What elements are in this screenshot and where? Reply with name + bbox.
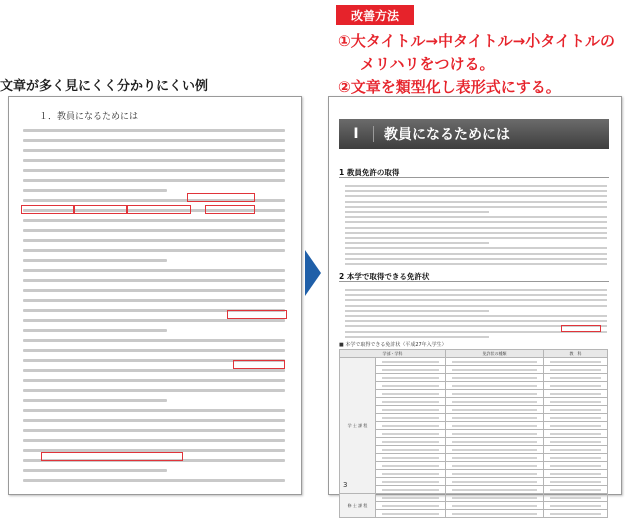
text-line <box>345 299 607 301</box>
table-cell <box>376 438 446 446</box>
table-cell <box>446 510 544 518</box>
table-cell <box>446 462 544 470</box>
table-cell <box>376 382 446 390</box>
text-line <box>23 179 285 182</box>
table-cell <box>376 486 446 494</box>
highlight-box <box>187 193 255 202</box>
text-line <box>345 305 607 307</box>
table-row <box>340 510 608 518</box>
table-cell <box>376 358 446 366</box>
chapter-header <box>339 119 609 149</box>
text-line <box>23 269 285 272</box>
table-cell <box>544 390 608 398</box>
table-row <box>340 422 608 430</box>
table-header-cell: 学部・学科 <box>340 350 446 358</box>
text-line <box>23 439 285 442</box>
table-cell <box>446 382 544 390</box>
table-cell <box>446 374 544 382</box>
highlight-box <box>227 310 287 319</box>
chapter-number: I <box>339 126 374 142</box>
table-cell <box>376 446 446 454</box>
table-cell <box>446 358 544 366</box>
table-cell <box>544 366 608 374</box>
table-row <box>340 414 608 422</box>
text-line <box>23 129 285 132</box>
text-line <box>345 258 607 260</box>
table-row <box>340 462 608 470</box>
table-cell <box>544 470 608 478</box>
table-row <box>340 478 608 486</box>
text-line <box>345 201 607 203</box>
text-line <box>23 399 167 402</box>
page-number: 3 <box>343 481 348 489</box>
table-header-cell: 教 科 <box>544 350 608 358</box>
text-line <box>345 242 489 244</box>
table-cell <box>376 398 446 406</box>
table-cell <box>446 422 544 430</box>
improvement-point-1: ①大タイトル→中タイトル→小タイトルの <box>338 32 615 50</box>
text-line <box>23 419 285 422</box>
table-cell <box>376 494 446 502</box>
text-line <box>345 232 607 234</box>
text-line <box>23 159 285 162</box>
text-line <box>23 289 285 292</box>
text-line <box>23 219 285 222</box>
text-line <box>345 185 607 187</box>
text-line <box>345 190 607 192</box>
text-line <box>23 409 285 412</box>
highlight-box <box>21 205 75 214</box>
table-cell <box>446 470 544 478</box>
section-divider <box>339 177 609 178</box>
text-line <box>23 379 285 382</box>
text-line <box>345 237 607 239</box>
table-cell <box>446 502 544 510</box>
text-line <box>23 149 285 152</box>
table-cell <box>376 406 446 414</box>
text-line <box>345 247 607 249</box>
text-line <box>345 310 489 312</box>
table-cell <box>446 366 544 374</box>
table-cell <box>446 406 544 414</box>
faculty-group-cell: 学 士 課 程 <box>340 358 376 494</box>
text-line <box>345 294 607 296</box>
improvement-point-2: ②文章を類型化し表形式にする。 <box>338 78 561 96</box>
text-line <box>23 139 285 142</box>
table-cell <box>544 486 608 494</box>
table-header-row <box>340 350 608 358</box>
bad-example-caption: 文章が多く見にくく分かりにくい例 <box>0 79 209 94</box>
table-row <box>340 366 608 374</box>
text-line <box>23 259 167 262</box>
text-line <box>23 299 285 302</box>
text-line <box>345 253 607 255</box>
table-cell <box>544 382 608 390</box>
improvement-badge: 改善方法 <box>336 5 414 25</box>
table-cell <box>544 446 608 454</box>
improvement-point-1-continued: メリハリをつける。 <box>360 55 495 73</box>
table-row <box>340 470 608 478</box>
arrow-right-icon <box>303 250 323 296</box>
table-cell <box>376 478 446 486</box>
table-row <box>340 358 608 366</box>
highlight-box <box>561 325 601 332</box>
table-cell <box>376 502 446 510</box>
text-line <box>23 319 285 322</box>
table-cell <box>446 414 544 422</box>
table-row <box>340 494 608 502</box>
text-line <box>23 429 285 432</box>
table-cell <box>544 406 608 414</box>
table-row <box>340 454 608 462</box>
text-line <box>345 211 489 213</box>
highlight-box <box>205 205 255 214</box>
table-cell <box>544 494 608 502</box>
table-cell <box>544 422 608 430</box>
table-row <box>340 398 608 406</box>
text-line <box>23 349 285 352</box>
highlight-box <box>73 205 127 214</box>
chapter-title: 教員になるためには <box>384 127 510 143</box>
table-cell <box>544 454 608 462</box>
table-row <box>340 438 608 446</box>
highlight-box <box>233 360 285 369</box>
text-line <box>23 329 167 332</box>
text-line <box>345 263 607 265</box>
table-row <box>340 382 608 390</box>
table-row <box>340 406 608 414</box>
table-cell <box>376 470 446 478</box>
table-cell <box>544 462 608 470</box>
license-table <box>339 349 608 518</box>
table-cell <box>446 398 544 406</box>
table-cell <box>446 454 544 462</box>
table-cell <box>544 358 608 366</box>
table-cell <box>376 430 446 438</box>
license-table-title: ■ 本学で取得できる免許状（平成27年入学生） <box>339 342 447 348</box>
before-page-title: １．教員になるためには <box>39 112 139 122</box>
table-cell <box>544 510 608 518</box>
text-line <box>345 216 607 218</box>
after-page-thumbnail <box>328 96 622 508</box>
table-cell <box>376 390 446 398</box>
text-line <box>23 229 285 232</box>
text-line <box>23 189 167 192</box>
table-row <box>340 430 608 438</box>
section-heading-1: 1 教員免許の取得 <box>339 168 400 177</box>
table-cell <box>544 414 608 422</box>
table-cell <box>446 486 544 494</box>
table-header-cell: 免許状の種類 <box>446 350 544 358</box>
highlight-box <box>41 452 183 461</box>
table-cell <box>446 446 544 454</box>
table-cell <box>544 430 608 438</box>
text-line <box>345 206 607 208</box>
text-line <box>23 479 285 482</box>
table-cell <box>376 422 446 430</box>
table-cell <box>376 374 446 382</box>
text-line <box>23 389 285 392</box>
text-line <box>23 169 285 172</box>
table-row <box>340 486 608 494</box>
text-line <box>345 289 607 291</box>
table-row <box>340 374 608 382</box>
before-page-thumbnail <box>8 96 302 495</box>
text-line <box>345 221 607 223</box>
table-cell <box>376 454 446 462</box>
table-cell <box>376 366 446 374</box>
text-line <box>23 279 285 282</box>
text-line <box>23 339 285 342</box>
text-line <box>23 249 285 252</box>
graduate-group-cell: 修 士 課 程 <box>340 494 376 518</box>
table-cell <box>544 398 608 406</box>
table-cell <box>446 390 544 398</box>
text-line <box>345 315 607 317</box>
text-line <box>345 195 607 197</box>
table-cell <box>446 430 544 438</box>
table-cell <box>376 414 446 422</box>
table-cell <box>544 478 608 486</box>
text-line <box>345 227 607 229</box>
text-line <box>23 469 167 472</box>
highlight-box <box>127 205 191 214</box>
table-cell <box>544 374 608 382</box>
text-line <box>23 239 285 242</box>
table-cell <box>376 510 446 518</box>
table-cell <box>446 478 544 486</box>
section-divider <box>339 281 609 282</box>
table-row <box>340 446 608 454</box>
text-line <box>23 369 285 372</box>
table-cell <box>544 502 608 510</box>
table-row <box>340 502 608 510</box>
table-row <box>340 390 608 398</box>
table-cell <box>544 438 608 446</box>
text-line <box>345 336 489 338</box>
section-heading-2: 2 本学で取得できる免許状 <box>339 272 430 281</box>
table-cell <box>446 438 544 446</box>
table-cell <box>376 462 446 470</box>
text-line <box>345 320 607 322</box>
table-cell <box>446 494 544 502</box>
